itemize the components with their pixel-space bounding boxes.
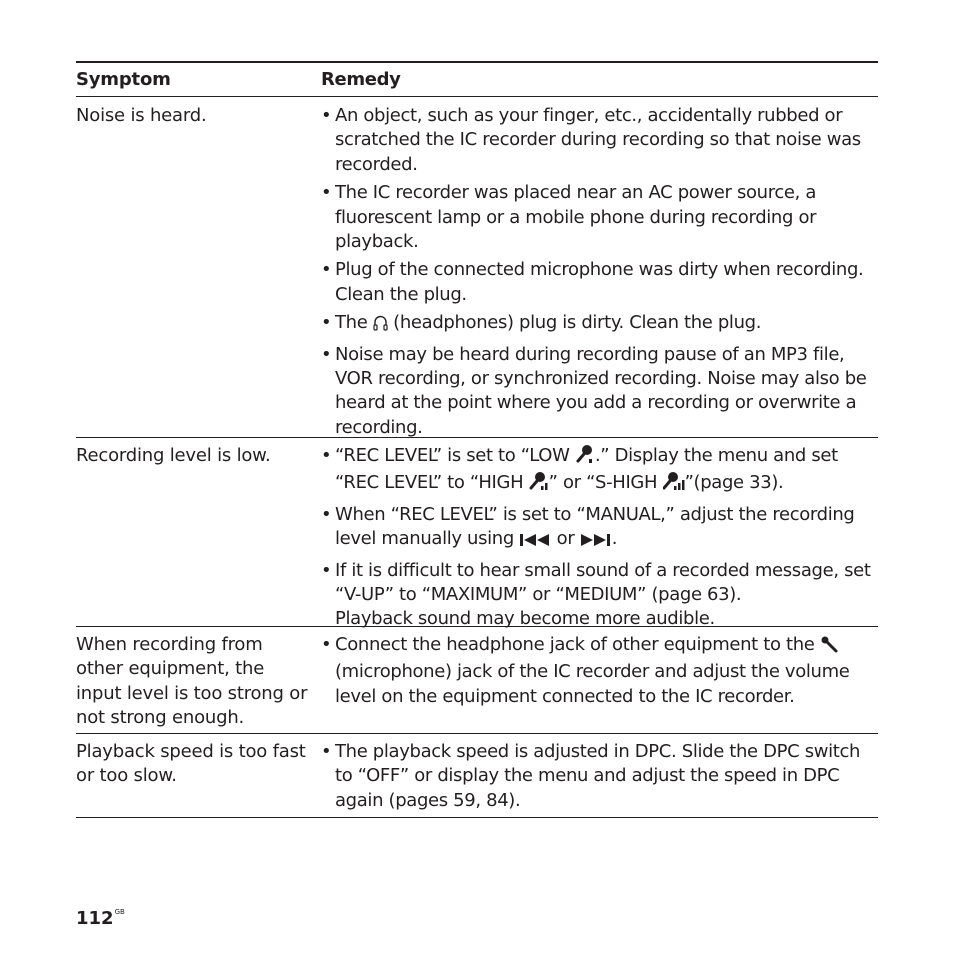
- mic-s-high-icon: [663, 471, 685, 498]
- remedy-item: • When “REC LEVEL” is set to “MANUAL,” adjust the recording level manually using or .: [321, 503, 878, 555]
- mic-low-icon: [575, 444, 595, 471]
- remedy-item: • Plug of the connected microphone was dirty when recording. Clean the plug.: [321, 258, 878, 307]
- remedy-cell: [321, 444, 878, 630]
- remedy-item: • Connect the headphone jack of other equipment to the (microphone) jack of the IC recorder and adjust the volume level on the equipment connected to the IC recorder.: [321, 633, 878, 709]
- header-symptom: Symptom: [76, 69, 171, 90]
- bullet: •: [321, 343, 332, 365]
- symptom-cell: Noise is heard.: [76, 105, 207, 126]
- table-header: [76, 63, 878, 97]
- previous-track-icon: [519, 530, 551, 554]
- bullet: •: [321, 503, 332, 525]
- table-row: [76, 438, 878, 630]
- header-remedy: Remedy: [321, 69, 401, 90]
- table-row: [76, 734, 878, 818]
- symptom-cell: When recording from other equipment, the input level is too strong or not strong enough.: [76, 634, 308, 729]
- bullet: •: [321, 312, 332, 334]
- remedy-item: • The IC recorder was placed near an AC power source, a fluorescent lamp or a mobile phone during recording or playback.: [321, 181, 878, 254]
- bullet: •: [321, 259, 332, 281]
- bullet: •: [321, 741, 332, 762]
- remedy-cell: [321, 104, 878, 437]
- page-number: $112^{GB}$: [76, 908, 125, 929]
- table-row: [76, 627, 878, 734]
- headphones-icon: [373, 314, 388, 338]
- microphone-icon: [820, 635, 838, 660]
- table-row: [76, 97, 878, 438]
- bullet: •: [321, 559, 332, 581]
- symptom-cell: Playback speed is too fast or too slow.: [76, 741, 306, 787]
- troubleshooting-table: [76, 61, 878, 818]
- next-track-icon: [580, 530, 612, 554]
- remedy-item: • If it is difficult to hear small sound of a recorded message, set “V-UP” to “MAXIMUM” or “MEDIUM” (page 63). Playback sound may become more audible.: [321, 559, 878, 632]
- bullet: •: [321, 182, 332, 204]
- remedy-item: • The playback speed is adjusted in DPC. Slide the DPC switch to “OFF” or display the menu and adjust the speed in DPC again (pages 59, 84).: [321, 740, 878, 813]
- remedy-item: • Noise may be heard during recording pause of an MP3 file, VOR recording, or synchronized recording. Noise may also be heard at the point where you add a recording or overwrite a recording.: [321, 343, 878, 441]
- remedy-cell: [321, 740, 878, 817]
- remedy-item: • An object, such as your finger, etc., accidentally rubbed or scratched the IC recorder during recording so that noise was recorded.: [321, 104, 878, 177]
- page-suffix: GB: [114, 908, 125, 916]
- remedy-item: • “REC LEVEL” is set to “LOW .” Display the menu and set “REC LEVEL” to “HIGH ” or “S-HIGH ”(page 33).: [321, 444, 878, 499]
- bullet: •: [321, 634, 332, 655]
- symptom-cell: Recording level is low.: [76, 445, 271, 466]
- bullet: •: [321, 445, 332, 466]
- remedy-cell: [321, 633, 878, 733]
- bullet: •: [321, 105, 332, 126]
- mic-high-icon: [529, 471, 549, 498]
- remedy-item: • The (headphones) plug is dirty. Clean the plug.: [321, 311, 878, 338]
